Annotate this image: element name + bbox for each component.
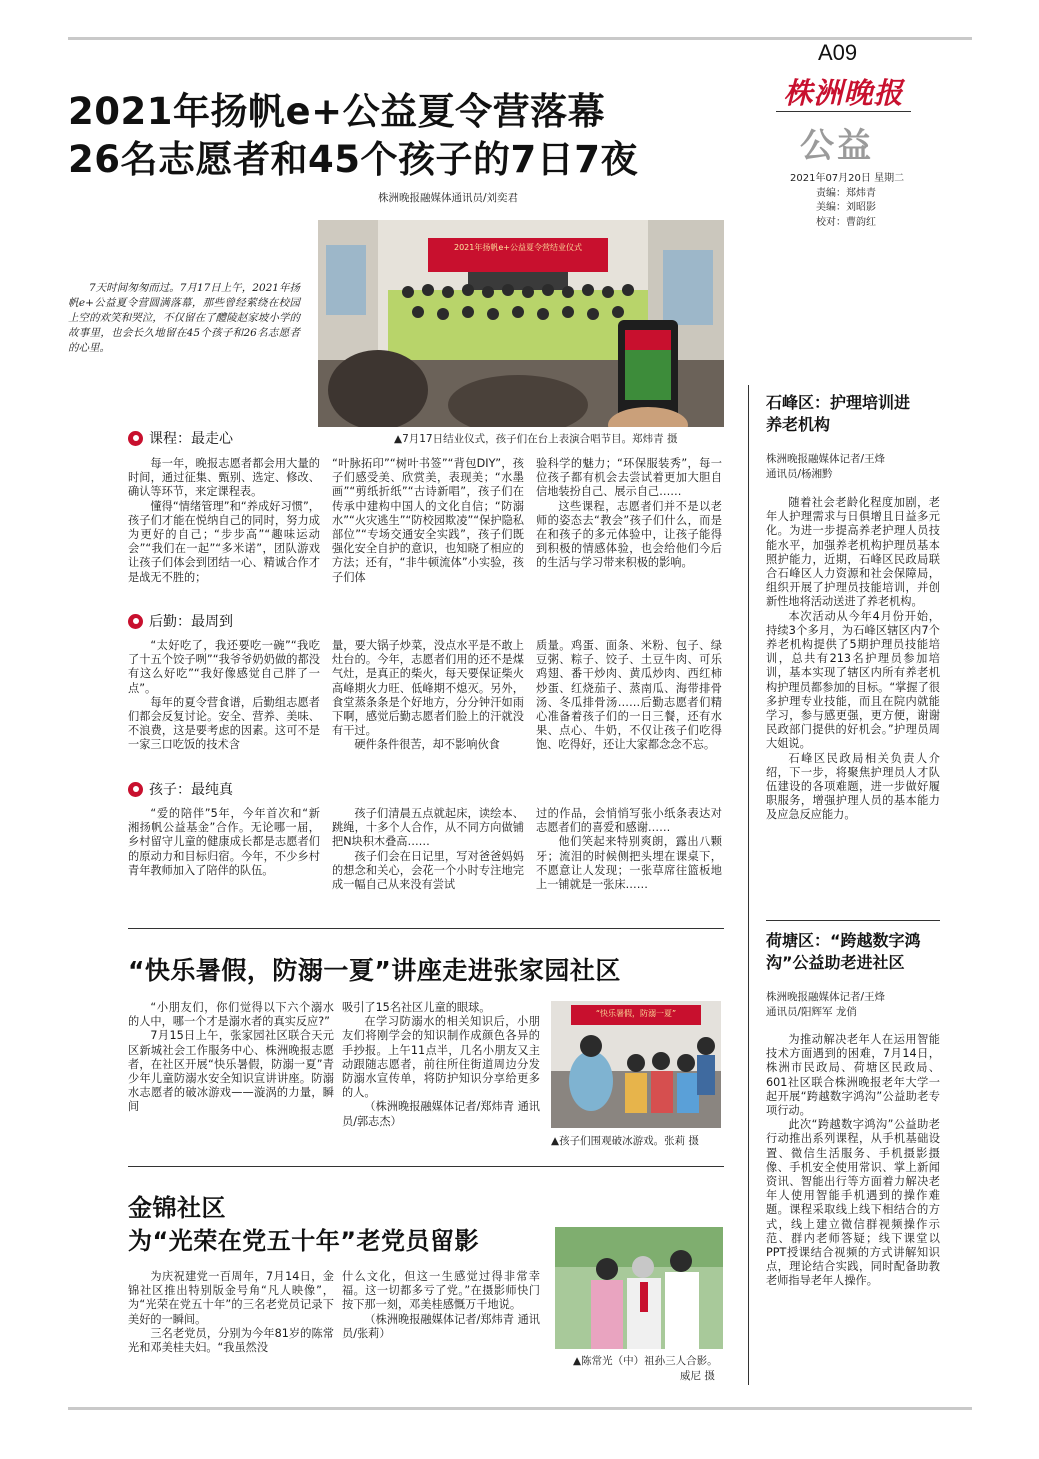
section-children-heading xyxy=(128,779,233,799)
para: “太好吃了，我还要吃一碗”“我吃了十五个饺子咧”“我爷爷奶奶做的都没有这么好吃”“我好像感觉自己胖了一点”。 xyxy=(128,639,320,695)
para: 三名老党员，分别为今年81岁的陈常光和邓美桂夫妇。“我虽然没 xyxy=(128,1326,334,1355)
para: 验科学的魅力；“环保服装秀”，每一位孩子都有机会去尝试着更加大胆自信地装扮自己、展示自己…… xyxy=(536,457,722,499)
story2-headline: “快乐暑假，防溺一夏”讲座走进张家园社区 xyxy=(128,956,621,985)
courses-col-2 xyxy=(332,457,524,585)
story3-col-2 xyxy=(342,1270,540,1341)
side2-byline-1: 株洲晚报融媒体记者/王烽 xyxy=(766,991,886,1003)
para: （株洲晚报融媒体记者/郑炜青 通讯员/郭志杰） xyxy=(342,1100,540,1128)
children-col-1 xyxy=(128,807,320,878)
para: 为庆祝建党一百周年，7月14日，金锦社区推出特别版金号角“凡人映像”，为“光荣在党五十年”的三名老党员记录下美好的一瞬间。 xyxy=(128,1270,334,1326)
side1-title-line2: 养老机构 xyxy=(766,415,831,434)
bottom-rule xyxy=(68,1407,972,1410)
para: 质量。鸡蛋、面条、米粉、包子、绿豆粥、粽子、饺子、土豆牛肉、可乐鸡翅、番干炒肉、黄瓜炒肉、西红柿炒蛋、红烧茄子、蒸南瓜、海带排骨汤、冬瓜排骨汤……后勤志愿者们精心准备着孩子们的一日三餐，还有水果、点心、牛奶，不仅让孩子们吃得饱、吃得好，还让大家都念念不忘。 xyxy=(536,639,722,752)
section-name: 公益 xyxy=(800,126,874,166)
side1-title-line1: 石峰区：护理培训进 xyxy=(766,393,911,412)
section-logistics-title: 后勤：最周到 xyxy=(149,614,233,630)
main-headline-line2: 26名志愿者和45个孩子的7日7夜 xyxy=(68,138,638,181)
para: 量，要大锅子炒菜，没点水平是不敢上灶台的。今年，志愿者们用的还不是煤气灶，是真正的柴火，每天要保证柴火高峰期火力旺、低峰期不熄灭。另外，食堂蒸条条是个好地方，分分钟汗如雨下啊，感觉后勤志愿者们脸上的汗就没有干过。 xyxy=(332,639,524,738)
side1-byline-1: 株洲晚报融媒体记者/王烽 xyxy=(766,453,886,465)
logistics-col-3 xyxy=(536,639,722,753)
proof-line: 校对：曹韵红 xyxy=(816,216,876,228)
section-bullet-icon xyxy=(128,782,143,797)
divider-story2 xyxy=(128,928,724,929)
side2-title-line1: 荷塘区：“跨越数字鸿 xyxy=(766,931,921,950)
main-photo-banner: 2021年扬帆e+公益夏令营结业仪式 xyxy=(454,243,582,252)
section-courses-heading xyxy=(128,428,233,448)
main-byline: 株洲晚报融媒体通讯员/刘奕君 xyxy=(378,192,519,204)
para: 孩子们会在日记里，写对爸爸妈妈的想念和关心，会花一个小时专注地完成一幅自己从来没有尝试 xyxy=(332,849,524,892)
logistics-col-2 xyxy=(332,639,524,753)
story2-photo-illustration xyxy=(551,1001,721,1128)
para: 在学习防溺水的相关知识后，小朋友们将刚学会的知识制作成颜色各异的手抄报。上午11点半，几名小朋友又主动跟随志愿者，前往所住街道周边分发防溺水宣传单，将防护知识分享给更多的人。 xyxy=(342,1015,540,1100)
main-headline-line1: 2021年扬帆e+公益夏令营落幕 xyxy=(68,90,606,133)
section-logistics-heading xyxy=(128,611,233,631)
logistics-col-1 xyxy=(128,639,320,753)
side1-body xyxy=(766,496,940,823)
para: 每年的夏令营食谱，后勤组志愿者们都会反复讨论。安全、营养、美味、不浪费，这是要考虑的因素。这可不是一家三口吃饭的技术含 xyxy=(128,695,320,752)
para: “爱的陪伴”5年，今年首次和“新湘扬帆公益基金”合作。无论哪一届，乡村留守儿童的健康成长都是志愿者们的原动力和目标归宿。今年，不少乡村青年教师加入了陪伴的队伍。 xyxy=(128,807,320,877)
courses-col-3 xyxy=(536,457,722,571)
story2-photo xyxy=(551,1001,721,1128)
side1-byline-2: 通讯员/杨湘黔 xyxy=(766,468,833,480)
para: 什么文化，但这一生感觉过得非常幸福。这一切都多亏了党。”在摄影师快门按下那一刻，邓美桂感慨万千地说。 xyxy=(342,1270,540,1312)
para: 这些课程，志愿者们并不是以老师的姿态去“教会”孩子们什么，而是在和孩子的多元体验中，让孩子能得到积极的情感体验，也会给他们今后的生活与学习带来积极的影响。 xyxy=(536,499,722,570)
para: 为推动解决老年人在运用智能技术方面遇到的困难，7月14日，株洲市民政局、荷塘区民政局、601社区联合株洲晚报老年大学一起开展“跨越数字鸿沟”公益助老专项行动。 xyxy=(766,1033,940,1118)
children-col-3 xyxy=(536,807,722,892)
sidebar-rule xyxy=(748,385,749,1385)
para: 他们笑起来特别爽朗，露出八颗牙；流泪的时候侧把头埋在课桌下，不愿意让人发现；一张草席往篮板地上一铺就是一张床…… xyxy=(536,835,722,892)
children-col-2 xyxy=(332,807,524,892)
para: 每一年，晚报志愿者都会用大量的时间，通过征集、甄别、选定、修改、确认等环节，来定课程表。 xyxy=(128,457,320,499)
para: 石峰区民政局相关负责人介绍，下一步，将聚焦护理员人才队伍建设的各项难题，进一步做好履职服务，增强护理人员的基本能力及应急反应能力。 xyxy=(766,751,940,822)
section-bullet-icon xyxy=(128,431,143,446)
para: 懂得“情绪管理”和“养成好习惯”，孩子们才能在悦纳自己的同时，努力成为更好的自己；“步步高”“趣味运动会”“我们在一起”“多米诺”，团队游戏让孩子们体会到团结一心、精诚合作才是战无不胜的； xyxy=(128,499,320,584)
para: 本次活动从今年4月份开始，持续3个多月，为石峰区辖区内7个养老机构提供了5期护理员技能培训，总共有213名护理员参加培训，基本实现了辖区内所有养老机构护理员都参加的目标。“掌握了很多护理专业技能，而且在院内就能学习，参与感更强，更方便，谢谢民政部门提供的好机会。”护理员周大姐说。 xyxy=(766,609,940,751)
side2-byline-2: 通讯员/阳辉军 龙俏 xyxy=(766,1006,857,1018)
para: 孩子们清晨五点就起床，读绘本、跳绳，十多个人合作，从不同方向做铺把N块积木叠高…… xyxy=(332,807,524,849)
divider-story3 xyxy=(128,1166,724,1167)
story3-photo xyxy=(555,1227,723,1349)
designer-line: 美编：刘昭影 xyxy=(816,202,876,213)
para: 此次“跨越数字鸿沟”公益助老行动推出系列课程，从手机基础设置、微信生活服务、手机摄影摄像、手机安全使用常识、掌上新闻资讯、智能出行等方面着力解决老年人使用智能手机遇到的操作难题。课程采取线上线下相结合的方式，线上建立微信群视频操作示范、群内老师答疑；线下课堂以PPT授课结合视频的方式讲解知识点，理论结合实践，同时配备助教老师指导老年人操作。 xyxy=(766,1118,940,1288)
story3-headline-line1: 金锦社区 xyxy=(128,1194,226,1222)
para: 7月15日上午，张家园社区联合天元区新城社会工作服务中心、株洲晚报志愿者，在社区开展“快乐暑假，防溺一夏”青少年儿童防溺水安全知识宣讲讲座。防溺水志愿者的破冰游戏——漩涡的力量，瞬间 xyxy=(128,1029,334,1114)
section-courses-title: 课程：最走心 xyxy=(149,431,233,447)
story3-photo-illustration xyxy=(555,1227,723,1349)
story2-col-1 xyxy=(128,1001,334,1115)
masthead-info xyxy=(790,172,920,230)
main-intro: 7天时间匆匆而过。7月17日上午，2021年扬帆e+公益夏令营圆满落幕，那些曾经萦绕在校园上空的欢笑和哭泣，不仅留在了醴陵赵家坡小学的故事里，也会长久地留在45个孩子和26名志愿者的心里。 xyxy=(68,282,300,354)
para: 硬件条件很苦，却不影响伙食 xyxy=(354,738,500,752)
side2-body xyxy=(766,1033,940,1289)
editor-line: 责编：郑炜青 xyxy=(816,187,876,199)
story2-photo-caption: ▲孩子们围观破冰游戏。张莉 摄 xyxy=(551,1135,699,1147)
para: 随着社会老龄化程度加剧，老年人护理需求与日俱增且日益多元化。为进一步提高养老护理人员技能水平，加强养老机构护理员基本照护能力，近期，石峰区民政局联合石峰区人力资源和社会保障局，组织开展了护理员技能培训，并创新性地将活动送进了养老机构。 xyxy=(766,496,940,609)
story2-col-2 xyxy=(342,1001,540,1129)
story2-photo-banner: “快乐暑假，防溺一夏” xyxy=(595,1009,677,1018)
masthead-logo xyxy=(776,72,911,112)
section-children-title: 孩子：最纯真 xyxy=(149,782,233,798)
para: “叶脉拓印”“树叶书签”“背包DIY”，孩子们感受美、欣赏美，表现美；“水墨画”“剪纸折纸”“古诗新唱”，孩子们在传承中建构中国人的文化自信；“防溺水”“火灾逃生”“防校园欺凌”“保护隐私部位”“专场交通安全实践”，孩子们既强化安全自护的意识，也知晓了相应的方法；还有，“非牛顿流体”小实验，孩子们体 xyxy=(332,457,524,584)
divider-side2 xyxy=(766,920,940,921)
story3-headline-line2: 为“光荣在党五十年”老党员留影 xyxy=(128,1227,480,1255)
para: 过的作品，会悄悄写张小纸条表达对志愿者们的喜爱和感谢…… xyxy=(536,807,722,835)
paper-name-logo: 株洲晚报 xyxy=(783,76,904,110)
main-photo xyxy=(318,220,724,427)
story3-photo-caption-2: 威尼 摄 xyxy=(680,1370,715,1382)
para: “小朋友们，你们觉得以下六个溺水的人中，哪一个才是溺水者的真实反应?” xyxy=(128,1001,334,1029)
story3-col-1 xyxy=(128,1270,334,1355)
para: 吸引了15名社区儿童的眼球。 xyxy=(342,1001,491,1014)
courses-col-1 xyxy=(128,457,320,585)
date-line: 2021年07月20日 星期二 xyxy=(790,173,905,184)
para: （株洲晚报融媒体记者/郑炜青 通讯员/张莉） xyxy=(342,1312,540,1340)
side2-title-line2: 沟”公益助老进社区 xyxy=(766,953,905,972)
story3-photo-caption-1: ▲陈常光（中）祖孙三人合影。 xyxy=(573,1355,718,1367)
section-bullet-icon xyxy=(128,614,143,629)
page-number: A09 xyxy=(818,40,858,65)
main-photo-caption: ▲7月17日结业仪式，孩子们在台上表演合唱节目。郑炜青 摄 xyxy=(394,433,678,445)
